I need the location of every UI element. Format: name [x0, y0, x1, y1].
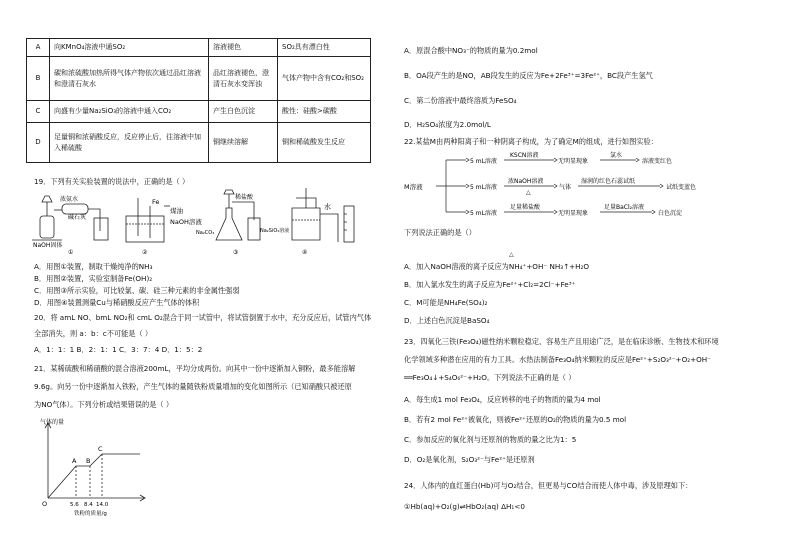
row-operation: 向KMnO₄溶液中通SO₂	[50, 39, 209, 57]
row-conclusion: 气体产物中含有CO₂和SO₂	[278, 57, 371, 101]
q21-line-2: 9.6g。向另一份中逐渐加入铁粉，产生气体的量随铁粉质量增加的变化如图所示（已知硝酸只被还原	[34, 382, 352, 391]
q23-option-d: D．O₂是氧化剂，S₂O₃²⁻与Fe²⁺是还原剂	[404, 455, 535, 464]
label-dilute-hcl: 稀盐酸	[235, 194, 254, 201]
q22-option-d: D．上述白色沉淀是BaSO₄	[404, 316, 490, 325]
label-fe: Fe	[152, 198, 160, 206]
q24-line-1: 24．人体内的血红蛋白(Hb)可与O₂结合，但更易与CO结合而使人体中毒，涉及原理如下：	[404, 481, 693, 490]
row-conclusion: SO₂具有漂白性	[278, 39, 371, 57]
q22-stem: 22.某盐M由两种阳离子和一种阴离子构成，为了确定M的组成，进行如图实验：	[404, 137, 658, 146]
q23-line-2: 化学领域多种潜在应用的有力工具。水热法制备Fe₃O₄纳米颗粒的反应是Fe²⁺+S₂O₃²⁻+O₂+OH⁻	[404, 355, 711, 364]
flow-r1-mid: 无明显现象	[558, 158, 589, 165]
apparatus-2	[126, 198, 170, 242]
flow-r1-reagent: KSCN溶液	[510, 152, 539, 159]
q23-line-1: 23．四氧化三铁(Fe₃O₄)磁性纳米颗粒稳定、容易生产且用途广泛，是在临床诊断、生物技术和环境	[404, 337, 719, 346]
flow-r2-mid: 气体	[559, 184, 572, 191]
label-conc-ammonia: 浓氨水	[60, 196, 79, 203]
flow-r3-reagent: 足量稀盐酸	[510, 204, 541, 211]
q19-option-c: C．用图③所示实验，可比较氯、碳、硅三种元素的非金属性强弱	[34, 286, 240, 295]
label-na2co3: Na₂CO₃	[196, 230, 215, 236]
q23-option-b: B．若有2 mol Fe²⁺被氧化，则被Fe²⁺还原的O₂的物质的量为0.5 mol	[404, 415, 627, 424]
tick-8-4: 8.4	[84, 502, 93, 508]
flow-r2-amount: 5 mL溶液	[470, 184, 497, 191]
q22-question: 下列说法正确的是（）	[404, 228, 476, 237]
q22-option-a: A．加入NaOH溶液的离子反应为NH₄⁺+OH⁻ NH₃↑+H₂O	[404, 262, 590, 271]
flow-r1-end: 溶液变红色	[642, 158, 673, 165]
tick-5-6: 5.6	[70, 502, 79, 508]
point-c: C	[98, 445, 103, 453]
q21-line-3: 为NO气体）。下列分析或结果错误的是（ ）	[34, 400, 174, 409]
row-operation: 碳和浓硫酸加热所得气体产物依次通过品红溶液和澄清石灰水	[50, 57, 209, 101]
graph-origin: O	[42, 500, 48, 508]
flow-r2-end: 试纸变蓝色	[666, 184, 697, 191]
row-conclusion: 铜和稀硫酸发生反应	[278, 123, 371, 163]
table-row	[27, 123, 371, 163]
q19-option-d: D．用图④装置测量Cu与稀硝酸反应产生气体的体积	[34, 298, 200, 307]
q21-gas-graph	[34, 418, 154, 518]
flow-r2-cond: △	[526, 189, 531, 196]
flow-r3-end: 白色沉淀	[658, 210, 683, 217]
options-table	[26, 38, 371, 163]
q23-option-c: C．参加反应的氧化剂与还原剂的物质的量之比为1：5	[404, 435, 577, 444]
label-kerosene: 煤油	[170, 207, 183, 215]
q20-options: A．1：1：1 B．2：1：1 C．3：7：4 D．1：5：2	[34, 345, 203, 354]
q21-line-1: 21．某稀硫酸和稀硝酸的混合溶液200mL，平均分成两份。向其中一份中逐渐加入铜粉，最多能溶解	[34, 364, 356, 373]
label-soda-lime: 碱石灰	[68, 214, 87, 221]
graph-xlabel: 铁粉的质量/g	[74, 511, 107, 517]
row-key: A	[27, 39, 50, 57]
row-operation: 足量铜和浓硝酸反应，反应停止后，往溶液中加入稀硫酸	[50, 123, 209, 163]
label-naoh-solid: NaOH固体	[33, 242, 63, 249]
fig-num-4: ④	[302, 249, 308, 256]
flow-r3-amount: 5 mL溶液	[470, 210, 497, 217]
q20-line-2: 全部消失，则 a：b：c不可能是（ ）	[34, 329, 153, 338]
q23-line-3: ══Fe₃O₄↓+S₄O₆²⁻+H₂O。下列说法不正确的是（ ）	[404, 373, 576, 382]
graph-ylabel: 气体的量	[40, 419, 65, 426]
row-key: C	[27, 101, 50, 123]
row-phenomenon: 产生白色沉淀	[209, 101, 278, 123]
q23-option-a: A．每生成1 mol Fe₃O₄，反应转移的电子的物质的量为4 mol	[404, 395, 601, 404]
q19-option-a: A．用图①装置，制取干燥纯净的NH₃	[34, 262, 153, 271]
row-operation: 向盛有少量Na₂SiO₃的溶液中通入CO₂	[50, 101, 209, 123]
flow-r2-reagent: 浓NaOH溶液	[508, 178, 544, 185]
row-phenomenon: 溶液褪色	[209, 39, 278, 57]
q24-line-2: ①Hb(aq)+O₂(g)⇌HbO₂(aq) ΔH₁<0	[404, 502, 525, 511]
flow-r2-reagent2: 湿润的红色石蕊试纸	[581, 178, 636, 185]
q19-apparatus-figure	[30, 188, 375, 256]
table-row	[27, 101, 371, 123]
apparatus-4	[292, 188, 354, 242]
flow-r3-mid: 无明显现象	[558, 210, 589, 217]
q22-option-c: C．M可能是NH₄Fe(SO₄)₂	[404, 298, 488, 307]
tick-14-0: 14.0	[96, 502, 109, 508]
q21-option-b: B．OA段产生的是NO，AB段发生的反应为Fe+2Fe³⁺=3Fe²⁺，BC段产生氢气	[404, 71, 653, 80]
fig-num-2: ②	[142, 249, 148, 256]
row-key: D	[27, 123, 50, 163]
point-a: A	[72, 457, 77, 465]
q21-option-a: A．原混合酸中NO₃⁻的物质的量为0.2mol	[404, 46, 538, 55]
flow-r1-amount: 5 mL溶液	[470, 158, 497, 165]
q21-option-c: C．第二份溶液中最终溶质为FeSO₄	[404, 96, 517, 105]
label-naoh-solution: NaOH溶液	[170, 218, 202, 226]
flow-r3-reagent2: 足量BaCl₂溶液	[604, 204, 645, 211]
flow-source: M溶液	[404, 183, 423, 191]
q19-option-b: B．用图②装置，实验室制备Fe(OH)₂	[34, 274, 153, 283]
row-key: B	[27, 57, 50, 101]
row-conclusion: 酸性：硅酸>碳酸	[278, 101, 371, 123]
fig-num-3: ③	[233, 249, 239, 256]
flow-r1-reagent2: 氯水	[610, 152, 623, 159]
label-na2sio3-solution: Na₂SiO₃溶液	[260, 228, 290, 234]
q21-option-d: D．H₂SO₄浓度为2.0mol/L	[404, 120, 491, 129]
table-row	[27, 39, 371, 57]
heat-mark: △	[509, 251, 514, 258]
point-b: B	[86, 457, 91, 465]
q22-option-b: B．加入氯水发生的离子反应为Fe²⁺+Cl₂=2Cl⁻+Fe³⁺	[404, 280, 576, 289]
table-row	[27, 57, 371, 101]
label-water: 水	[324, 203, 331, 211]
row-phenomenon: 铜继续溶解	[209, 123, 278, 163]
q19-stem: 19．下列有关实验装置的说法中，正确的是（ ）	[34, 177, 190, 186]
fig-num-1: ①	[68, 249, 74, 256]
q20-line-1: 20．将 amL NO、bmL NO₂和 cmL O₂混合于同一试管中，将试管倒置于水中，充分反应后，试管内气体	[34, 313, 372, 322]
q22-flowchart	[404, 150, 749, 222]
row-phenomenon: 品红溶液褪色，澄清石灰水变浑浊	[209, 57, 278, 101]
